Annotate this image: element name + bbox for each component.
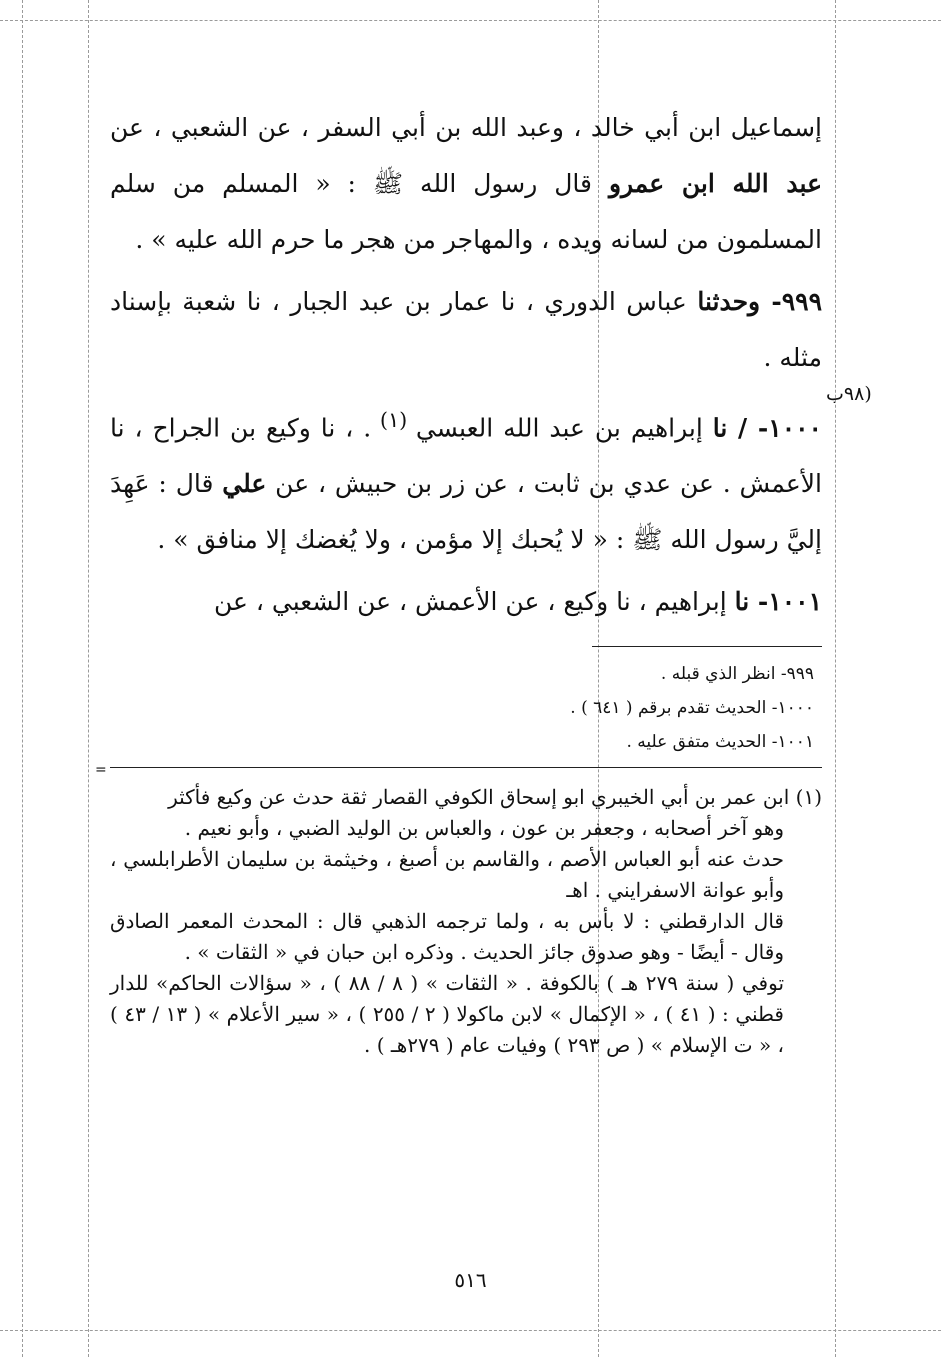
- text: إبراهيم بن عبد الله العبسي: [415, 413, 713, 443]
- notes-divider: [592, 646, 822, 647]
- note: ١٠٠١- الحديث متفق عليه .: [626, 732, 814, 753]
- text: قال : عَهِدَ إليَّ رسول الله ﷺ : « لا يُحبك إلا مؤمن ، ولا يُغضك إلا منافق » .: [110, 469, 822, 555]
- footnote-ref: (١): [371, 408, 416, 432]
- footnote-divider: [110, 767, 822, 768]
- text: عباس الدوري ، نا عمار بن عبد الجبار ، نا شعبة بإسناد مثله .: [110, 287, 822, 372]
- margin-folio-note: (٩٨ب: [826, 383, 872, 405]
- footnote: [110, 782, 822, 1061]
- note: ٩٩٩- انظر الذي قبله .: [660, 664, 814, 685]
- guide-line: [88, 0, 89, 1357]
- footnote-line: توفي ( سنة ٢٧٩ هـ ) بالكوفة . « الثقات » ( ٨ / ٨٨ ) ، « سؤالات الحاكم» للدار قطني : ( ٤١ ) ، « الإكمال » لابن ماكولا ( ٢ / ٢٥٥ ) ، « سير الأعلام » ( ١٣ / ٤٣ ) ، « ت الإسلام » ( ص ٢٩٣ ) وفيات عام ( ٢٧٩هـ ) .: [110, 971, 785, 1058]
- bold-name: علي: [222, 469, 267, 499]
- page-body: [110, 100, 822, 1061]
- text: إبراهيم ، نا وكيع ، عن الأعمش ، عن الشعبي ، عن: [213, 587, 735, 617]
- side-mark: =: [95, 762, 107, 778]
- hadith-number: ١٠٠٠- / نا: [712, 413, 822, 443]
- paragraph: [110, 274, 822, 386]
- paragraph: [110, 574, 822, 630]
- footnote-line: (١) ابن عمر بن أبي الخيبري ابو إسحاق الكوفي القصار ثقة حدث عن وكيع فأكثر: [168, 785, 822, 810]
- text: . ، نا وكيع بن الجراح ، نا الأعمش . عن عدي بن ثابت ، عن زر بن حبيش ، عن: [110, 413, 822, 499]
- footnote-line: قال الدارقطني : لا بأس به ، ولما ترجمه الذهبي قال : المحدث المعمر الصادق وقال - أيضًا - وهو صدوق جائز الحديث . وذكره ابن حبان في « الثقات » .: [110, 909, 784, 965]
- text: قال رسول الله ﷺ : « المسلم من سلم المسلمون من لسانه ويده ، والمهاجر من هجر ما حرم الله عليه » .: [110, 169, 822, 254]
- bold-name: عبد الله ابن عمرو: [608, 169, 823, 198]
- guide-line: [835, 0, 836, 1357]
- paragraph: [110, 100, 822, 268]
- note: ١٠٠٠- الحديث تقدم برقم ( ٦٤١ ) .: [570, 698, 814, 719]
- guide-line: [22, 0, 23, 1357]
- paragraph: [110, 392, 822, 568]
- text: إسماعيل ابن أبي خالد ، وعبد الله بن أبي السفر ، عن الشعبي ، عن: [110, 113, 822, 142]
- guide-line: [0, 20, 941, 21]
- footnote-line: حدث عنه أبو العباس الأصم ، والقاسم بن أصبغ ، وخيثمة بن سليمان الأطرابلسي ، وأبو عوانة الاسفرايني . اهـ: [110, 847, 784, 903]
- guide-line: [0, 1330, 941, 1331]
- page-number: ٥١٦: [454, 1268, 487, 1292]
- hadith-number: ٩٩٩- وحدثنا: [697, 287, 823, 316]
- hadith-number: ١٠٠١- نا: [734, 587, 822, 617]
- footnote-line: وهو آخر أصحابه ، وجعفر بن عون ، والعباس بن الوليد الضبي ، وأبو نعيم .: [184, 816, 784, 841]
